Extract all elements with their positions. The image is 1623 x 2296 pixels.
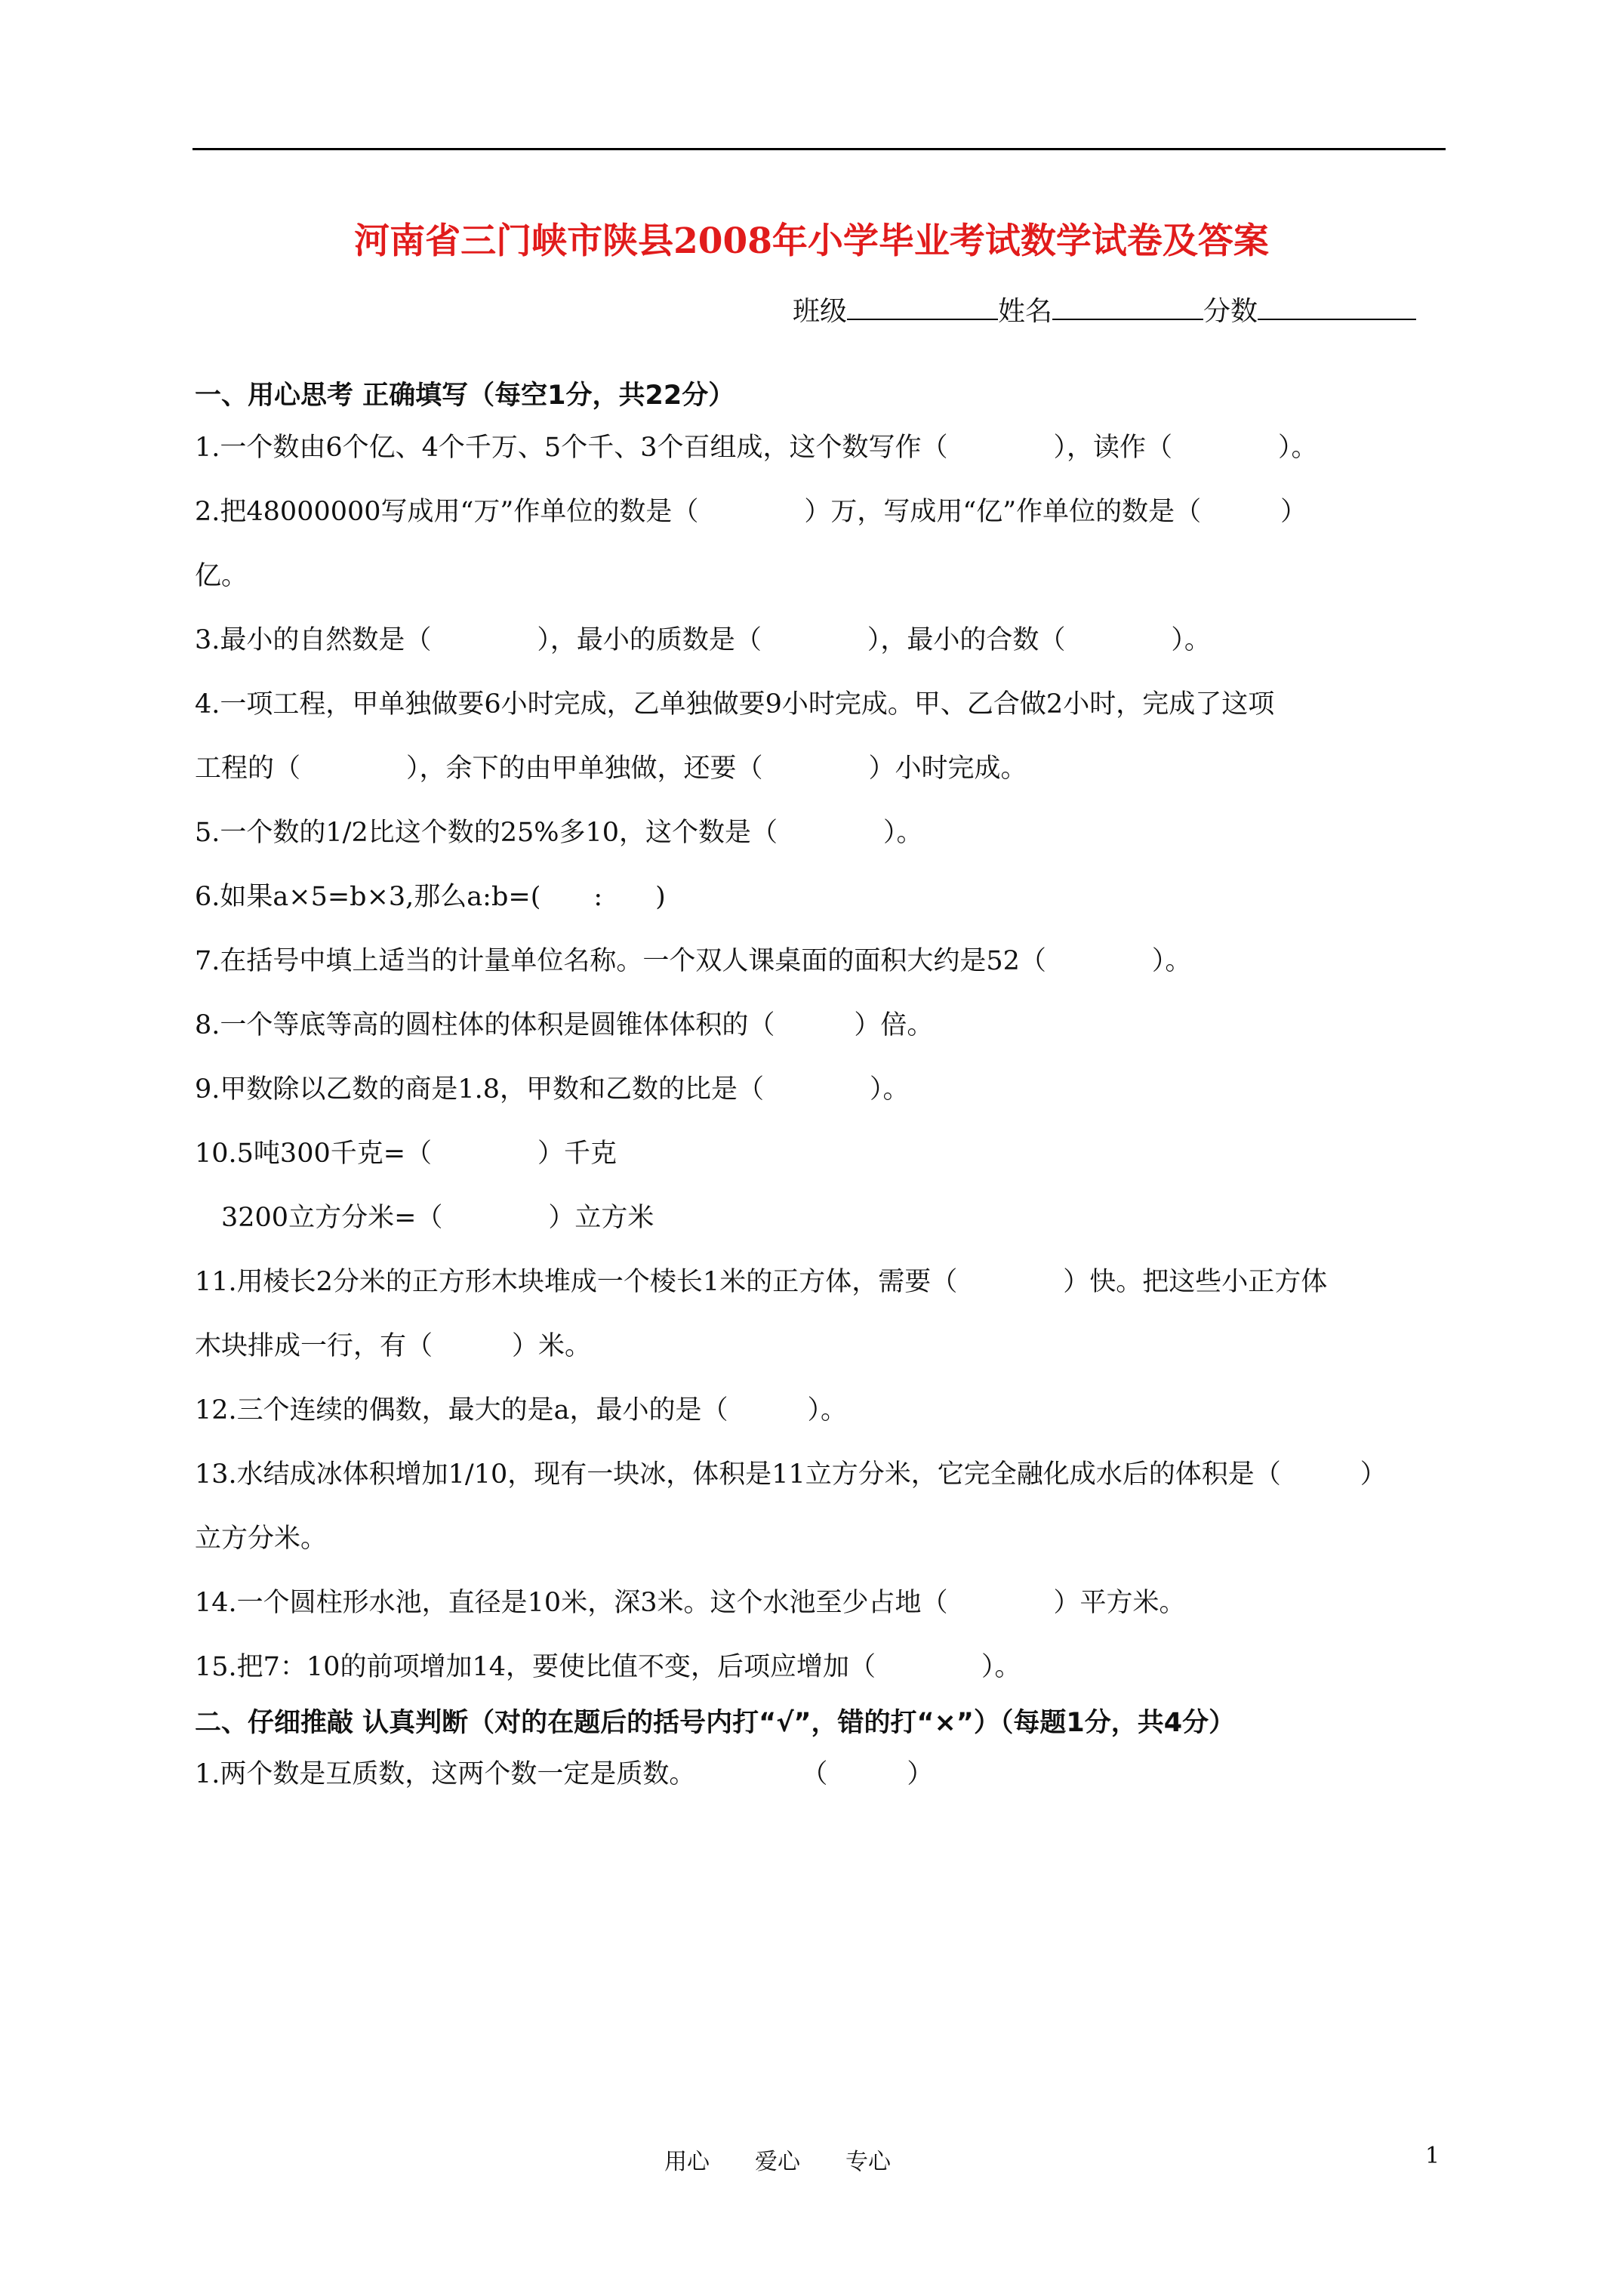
question-line: 6.如果a×5=b×3,那么a:b=( : ) <box>195 882 666 912</box>
question-line: 12.三个连续的偶数，最大的是a，最小的是（ ）。 <box>195 1395 848 1425</box>
class-blank[interactable] <box>847 291 998 320</box>
name-label: 姓名 <box>998 296 1053 327</box>
question-line: 11.用棱长2分米的正方形木块堆成一个棱长1米的正方体，需要（ ）快。把这些小正方体 <box>195 1267 1328 1297</box>
question-line: 7.在括号中填上适当的计量单位名称。一个双人课桌面的面积大约是52（ ）。 <box>195 946 1192 976</box>
question-line: 工程的（ ），余下的由甲单独做，还要（ ）小时完成。 <box>195 754 1027 784</box>
question-line: 5.一个数的1/2比这个数的25%多10，这个数是（ ）。 <box>195 818 923 848</box>
question-line: 13.水结成冰体积增加1/10，现有一块冰，体积是11立方分米，它完全融化成水后的体积是（ ） <box>195 1459 1387 1490</box>
student-info-row <box>793 290 1446 328</box>
name-blank[interactable] <box>1052 291 1203 320</box>
section2-heading: 二、仔细推敲 认真判断（对的在题后的括号内打“√”，错的打“×”）（每题1分，共4分） <box>195 1708 1236 1738</box>
question-line: 4.一项工程，甲单独做要6小时完成，乙单独做要9小时完成。甲、乙合做2小时，完成了这项 <box>195 689 1275 720</box>
question-line: 1.两个数是互质数，这两个数一定是质数。 （ ） <box>195 1759 934 1789</box>
question-line: 3200立方分米=（ ）立方米 <box>195 1203 654 1233</box>
question-line: 9.甲数除以乙数的商是1.8，甲数和乙数的比是（ ）。 <box>195 1074 910 1105</box>
question-line: 木块排成一行，有（ ）米。 <box>195 1331 592 1361</box>
score-label: 分数 <box>1203 296 1258 327</box>
page-number: 1 <box>1425 2143 1440 2169</box>
page-title: 河南省三门峡市陕县2008年小学毕业考试数学试卷及答案 <box>354 220 1269 262</box>
score-blank[interactable] <box>1258 291 1416 320</box>
question-line: 立方分米。 <box>195 1524 328 1554</box>
question-line: 1.一个数由6个亿、4个千万、5个千、3个百组成，这个数写作（ ），读作（ ）。 <box>195 433 1318 463</box>
question-line: 2.把48000000写成用“万”作单位的数是（ ）万，写成用“亿”作单位的数是（ ） <box>195 497 1307 527</box>
question-line: 8.一个等底等高的圆柱体的体积是圆锥体体积的（ ）倍。 <box>195 1010 934 1040</box>
question-line: 14.一个圆柱形水池，直径是10米，深3米。这个水池至少占地（ ）平方米。 <box>195 1588 1186 1618</box>
question-line: 15.把7：10的前项增加14，要使比值不变，后项应增加（ ）。 <box>195 1652 1021 1682</box>
question-line: 10.5吨300千克=（ ）千克 <box>195 1139 617 1169</box>
question-line: 3.最小的自然数是（ ），最小的质数是（ ），最小的合数（ ）。 <box>195 625 1211 655</box>
question-line: 亿。 <box>195 561 248 591</box>
footer-motto: 用心 爱心 专心 <box>664 2149 891 2175</box>
top-rule <box>192 148 1446 150</box>
section1-heading: 一、用心思考 正确填写（每空1分，共22分） <box>195 381 735 411</box>
class-label: 班级 <box>793 296 848 327</box>
